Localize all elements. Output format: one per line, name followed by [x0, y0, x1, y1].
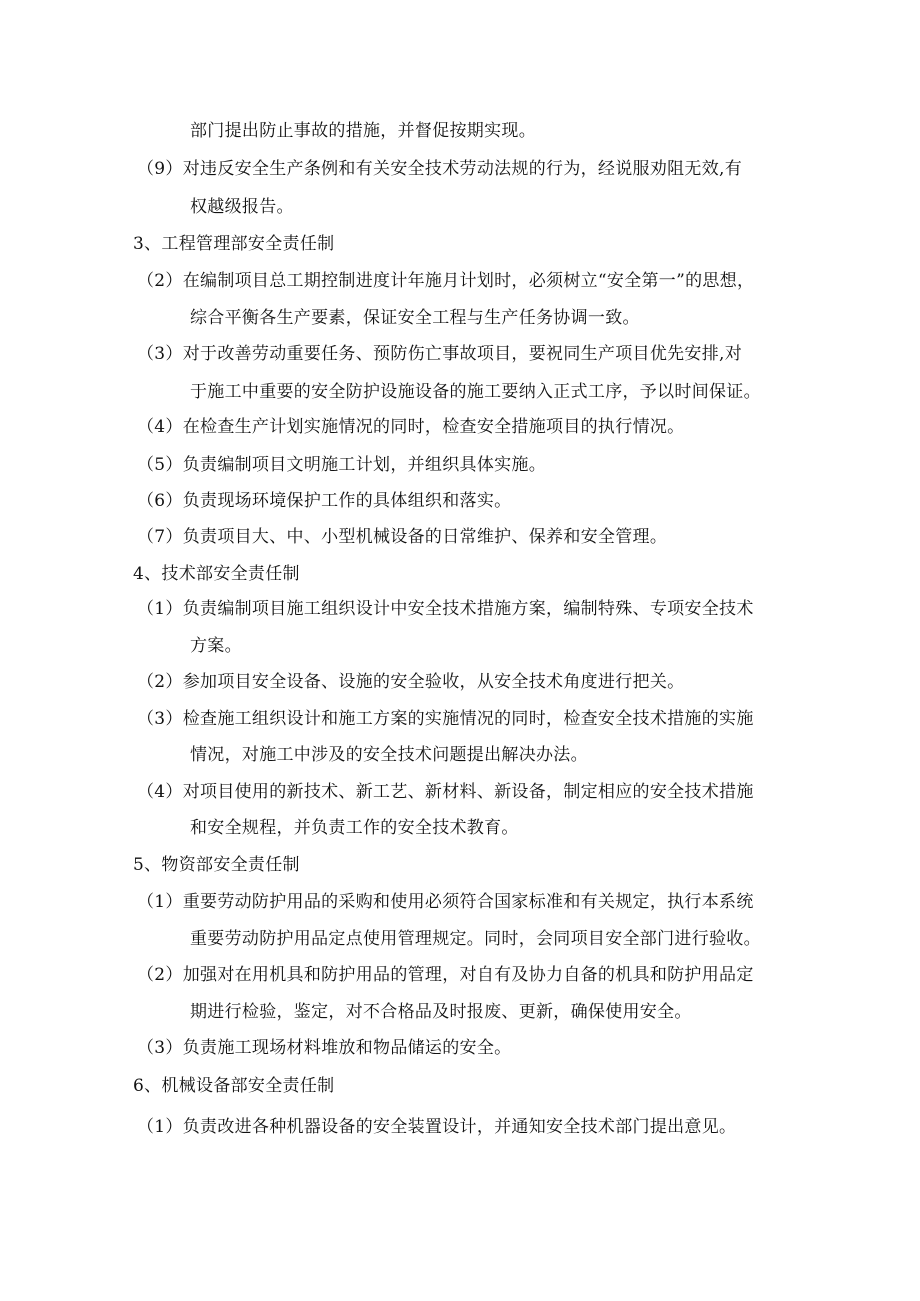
section-heading: 5、物资部安全责任制: [133, 855, 300, 875]
text-line: 和安全规程，并负责工作的安全技术教育。: [190, 818, 519, 838]
text-line: （6）负责现场环境保护工作的具体组织和落实。: [137, 491, 512, 511]
text-line: （1）重要劳动防护用品的采购和使用必须符合国家标准和有关规定，执行本系统: [137, 892, 754, 912]
text-line: 情况，对施工中涉及的安全技术问题提出解决办法。: [190, 745, 588, 765]
text-line: 权越级报告。: [190, 197, 294, 217]
text-line: （1）负责改进各种机器设备的安全装置设计，并通知安全技术部门提出意见。: [137, 1117, 737, 1137]
text-line: （3）对于改善劳动重要任务、预防伤亡事故项目，要祝同生产项目优先安排,对: [137, 344, 743, 364]
text-line: （2）参加项目安全设备、设施的安全验收，从安全技术角度进行把关。: [137, 672, 685, 692]
text-line: 方案。: [190, 636, 242, 656]
section-heading: 4、技术部安全责任制: [133, 564, 300, 584]
text-line: 期进行检验，鉴定，对不合格品及时报废、更新，确保使用安全。: [190, 1002, 692, 1022]
text-line: 于施工中重要的安全防护设施设备的施工要纳入正式工序，予以时间保证。: [190, 382, 761, 402]
section-heading: 6、机械设备部安全责任制: [133, 1076, 335, 1096]
text-line: （2）在编制项目总工期控制进度计年施月计划时，必须树立“安全第一”的思想，: [137, 271, 755, 291]
text-line: （4）在检查生产计划实施情况的同时，检查安全措施项目的执行情况。: [137, 417, 685, 437]
text-line: 综合平衡各生产要素，保证安全工程与生产任务协调一致。: [190, 308, 640, 328]
text-line: 部门提出防止事故的措施，并督促按期实现。: [190, 121, 536, 141]
text-line: （7）负责项目大、中、小型机械设备的日常维护、保养和安全管理。: [137, 527, 668, 547]
text-line: （5）负责编制项目文明施工计划，并组织具体实施。: [137, 455, 547, 475]
text-line: 重要劳动防护用品定点使用管理规定。同时，会同项目安全部门进行验收。: [190, 929, 761, 949]
text-line: （1）负责编制项目施工组织设计中安全技术措施方案，编制特殊、专项安全技术: [137, 599, 754, 619]
section-heading: 3、工程管理部安全责任制: [133, 234, 335, 254]
text-line: （3）负责施工现场材料堆放和物品储运的安全。: [137, 1038, 512, 1058]
text-line: （3）检查施工组织设计和施工方案的实施情况的同时，检查安全技术措施的实施: [137, 709, 754, 729]
text-line: （9）对违反安全生产条例和有关安全技术劳动法规的行为，经说服劝阻无效,有: [137, 159, 743, 179]
text-line: （4）对项目使用的新技术、新工艺、新材料、新设备，制定相应的安全技术措施: [137, 782, 754, 802]
text-line: （2）加强对在用机具和防护用品的管理，对自有及协力自备的机具和防护用品定: [137, 965, 754, 985]
